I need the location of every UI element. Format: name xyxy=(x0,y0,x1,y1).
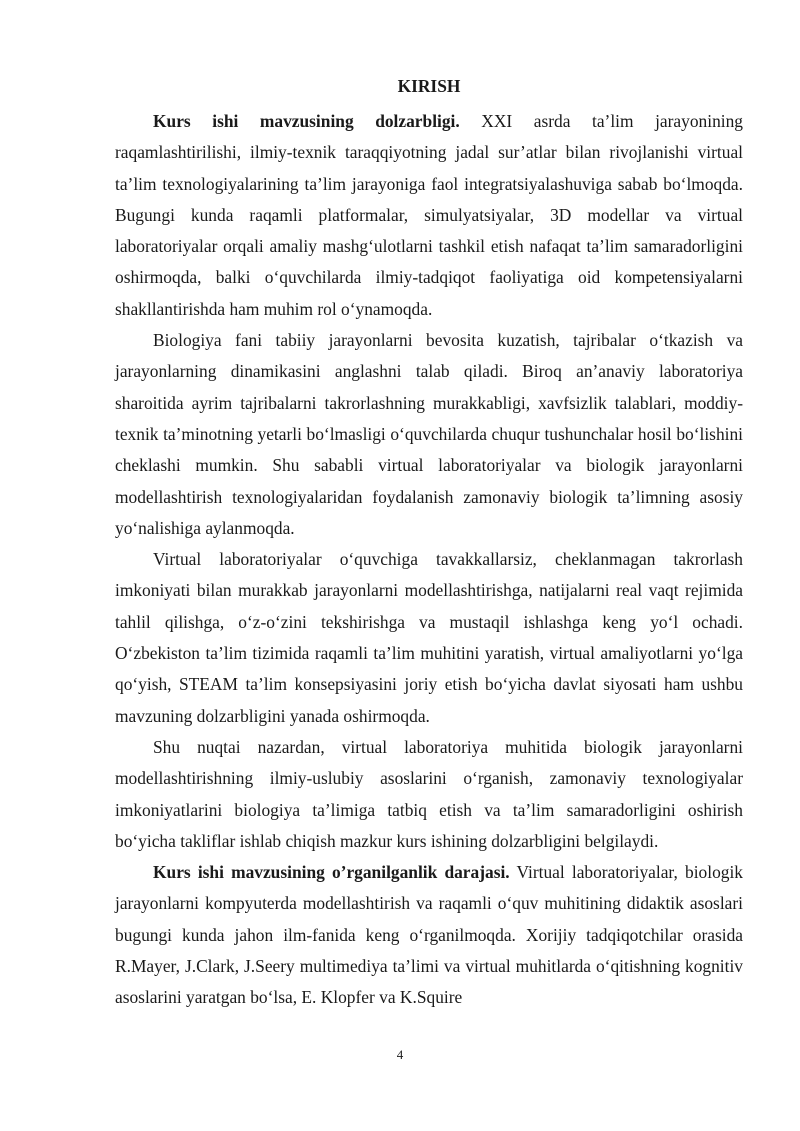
section-heading: KIRISH xyxy=(397,76,461,96)
paragraph-relevance xyxy=(115,106,743,325)
paragraph-lead: Kurs ishi mavzusining dolzarbligi. xyxy=(153,111,460,131)
paragraph-text: Virtual laboratoriyalar, biologik jarayonlarni kompyuterda modellashtirish va raqamli o‘quv muhitining didaktik asoslari bugungi kunda jahon ilm-fanida keng o‘rganilmoqda. Xorijiy tadqiqotchilar orasida R.Mayer, J.Clark, J.Seery multimediya ta’limi va virtual muhitlarda o‘qitishning kognitiv asoslarini yaratgan bo‘lsa, E. Klopfer va K.Squire xyxy=(115,862,743,1008)
body-text xyxy=(115,106,743,1014)
paragraph-text: XXI asrda ta’lim jarayonining raqamlashtirilishi, ilmiy-texnik taraqqiyotning jadal sur’atlar bilan rivojlanishi virtual ta’lim texnologiyalarining ta’lim jarayoniga faol integratsiyalashuviga sabab bo‘lmoqda. Bugungi kunda raqamli platformalar, simulyatsiyalar, 3D modellar va virtual laboratoriyalar orqali amaliy mashg‘ulotlarni tashkil etish nafaqat ta’lim samaradorligini oshirmoqda, balki o‘quvchilarda ilmiy-tadqiqot faoliyatiga oid kompetensiyalarni shakllantirishda ham muhim rol o‘ynamoqda. xyxy=(115,111,743,319)
paragraph-conclusion xyxy=(115,732,743,857)
page-number: 4 xyxy=(396,1047,404,1062)
paragraph-lead: Kurs ishi mavzusining o’rganilganlik darajasi. xyxy=(153,862,510,883)
paragraph-virtual-labs xyxy=(115,544,743,732)
paragraph-study-level xyxy=(115,857,743,1013)
paragraph-biology xyxy=(115,325,743,544)
paragraph-text: Virtual laboratoriyalar o‘quvchiga tavakkallarsiz, cheklanmagan takrorlash imkoniyati bilan murakkab jarayonlarni modellashtirishga, natijalarni real vaqt rejimida tahlil qilishga, o‘z-o‘zini tekshirishga va mustaqil ishlashga keng yo‘l ochadi. O‘zbekiston ta’lim tizimida raqamli ta’lim muhitini yaratish, virtual amaliyotlarni yo‘lga qo‘yish, STEAM ta’lim konsepsiyasini joriy etish bo‘yicha davlat siyosati ham ushbu mavzuning dolzarbligini yanada oshirmoqda. xyxy=(115,549,743,726)
paragraph-text: Shu nuqtai nazardan, virtual laboratoriya muhitida biologik jarayonlarni modellashtirishning ilmiy-uslubiy asoslarini o‘rganish, zamonaviy texnologiyalar imkoniyatlarini biologiya ta’limiga tatbiq etish va ta’lim samaradorligini oshirish bo‘yicha takliflar ishlab chiqish mazkur kurs ishining dolzarbligini belgilaydi. xyxy=(115,736,743,851)
paragraph-text: Biologiya fani tabiiy jarayonlarni bevosita kuzatish, tajribalar o‘tkazish va jarayonlarning dinamikasini anglashni talab qiladi. Biroq an’anaviy laboratoriya sharoitida ayrim tajribalarni takrorlashning murakkabligi, xavfsizlik talablari, moddiy-texnik ta’minotning yetarli bo‘lmasligi o‘quvchilarda chuqur tushunchalar hosil bo‘lishini cheklashi mumkin. Shu sababli virtual laboratoriyalar va biologik jarayonlarni modellashtirish texnologiyalaridan foydalanish zamonaviy biologik ta’limning asosiy yo‘nalishiga aylanmoqda. xyxy=(115,330,743,538)
